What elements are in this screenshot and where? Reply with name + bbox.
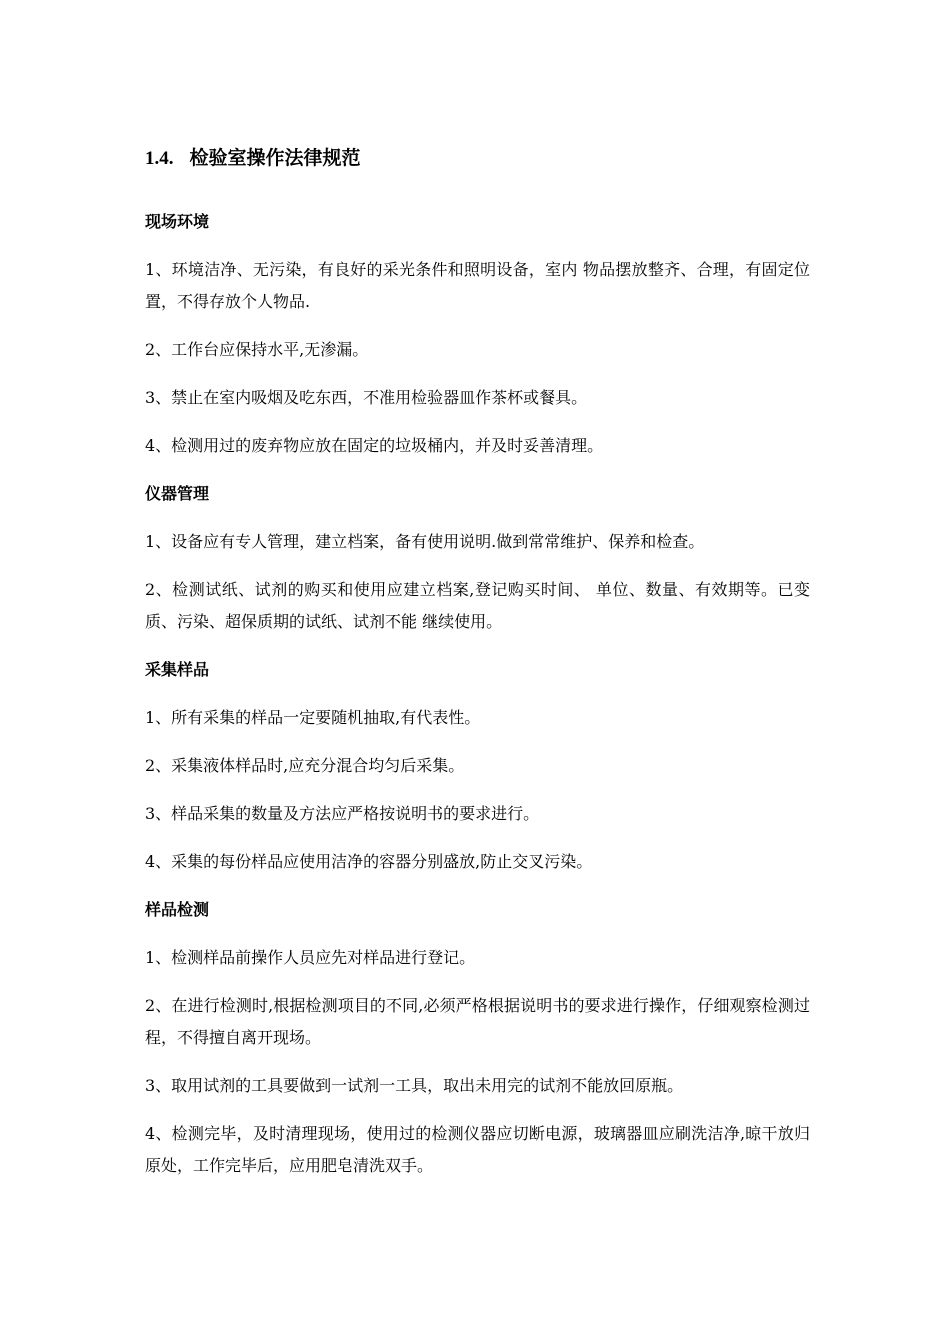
section-environment (145, 206, 810, 462)
document-page (145, 140, 810, 1198)
section-instrument-management (145, 478, 810, 638)
list-item: 1、环境洁净、无污染，有良好的采光条件和照明设备，室内 物品摆放整齐、合理，有固定位置，不得存放个人物品. (145, 260, 810, 311)
list-item: 3、样品采集的数量及方法应严格按说明书的要求进行。 (145, 804, 540, 823)
list-item: 2、工作台应保持水平,无渗漏。 (145, 340, 369, 359)
list-item: 1、所有采集的样品一定要随机抽取,有代表性。 (145, 708, 481, 727)
section-sample-testing (145, 894, 810, 1182)
list-item: 3、取用试剂的工具要做到一试剂一工具，取出未用完的试剂不能放回原瓶。 (145, 1076, 684, 1095)
list-item: 2、采集液体样品时,应充分混合均匀后采集。 (145, 756, 465, 775)
list-item: 1、设备应有专人管理，建立档案，备有使用说明.做到常常维护、保养和检查。 (145, 532, 705, 551)
document-title (145, 140, 810, 177)
section-heading: 样品检测 (145, 900, 210, 919)
list-item: 4、采集的每份样品应使用洁净的容器分别盛放,防止交叉污染。 (145, 852, 593, 871)
section-sample-collection (145, 654, 810, 878)
section-number: 1.4. (145, 148, 174, 169)
section-heading: 仪器管理 (145, 484, 210, 503)
section-heading: 采集样品 (145, 660, 210, 679)
list-item: 1、检测样品前操作人员应先对样品进行登记。 (145, 948, 476, 967)
list-item: 2、在进行检测时,根据检测项目的不同,必须严格根据说明书的要求进行操作，仔细观察检测过程，不得擅自离开现场。 (145, 996, 810, 1047)
list-item: 4、检测完毕，及时清理现场，使用过的检测仪器应切断电源，玻璃器皿应刷洗洁净,晾干放归原处，工作完毕后，应用肥皂清洗双手。 (145, 1124, 810, 1175)
section-title: 检验室操作法律规范 (189, 147, 361, 169)
list-item: 4、检测用过的废弃物应放在固定的垃圾桶内，并及时妥善清理。 (145, 436, 604, 455)
section-heading: 现场环境 (145, 212, 210, 231)
list-item: 3、禁止在室内吸烟及吃东西，不准用检验器皿作茶杯或餐具。 (145, 388, 588, 407)
list-item: 2、检测试纸、试剂的购买和使用应建立档案,登记购买时间、 单位、数量、有效期等。已变质、污染、超保质期的试纸、试剂不能 继续使用。 (145, 580, 810, 631)
